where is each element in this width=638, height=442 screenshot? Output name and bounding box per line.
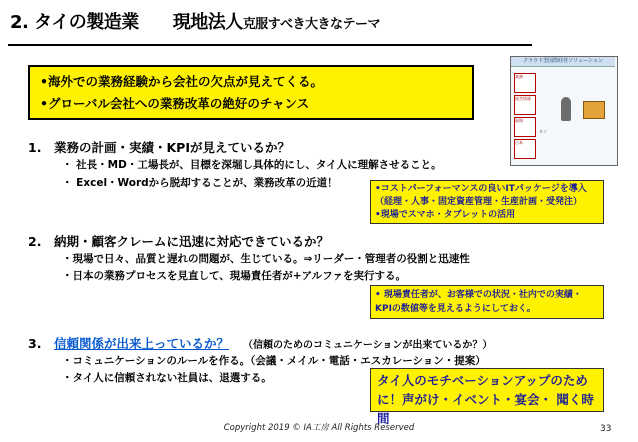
section-1-bullet-1: ・ 社長・MD・工場長が、目標を深堀し具体的にし、タイ人に理解させること。 bbox=[62, 159, 442, 171]
section-3-note: （信頼のためのコミュニケーションが出来ているか？） bbox=[243, 340, 493, 351]
thumbnail-box-1: 業務 bbox=[514, 73, 536, 93]
section-3-heading: 3. 信頼関係が出来上っているか？ （信頼のためのコミュニケーションが出来ているか？） bbox=[28, 336, 493, 351]
section-2-bullet-1: ・現場で日々、品質と遅れの問題が、生じている。⇒リーダー・管理者の役割と迅速性 bbox=[62, 253, 470, 265]
thumbnail-caption: タイ bbox=[539, 129, 547, 134]
solution-diagram-thumbnail bbox=[510, 56, 618, 166]
thumbnail-header: クラウド型国際経営ソリューション bbox=[511, 57, 615, 67]
title-underline bbox=[8, 44, 532, 46]
section-2-heading: 2. 納期・顧客クレームに迅速に対応できているか？ bbox=[28, 234, 330, 249]
copyright: Copyright 2019 © IA工房 All Rights Reserved bbox=[223, 423, 415, 433]
package-box-icon bbox=[583, 101, 605, 119]
callout-it-package: •コストパーフォーマンスの良いITパッケージを導入 （経理・人事・固定資産管理・生産計画・受発注） •現場でスマホ・タブレットの活用 bbox=[370, 180, 604, 224]
callout-motivation: タイ人のモチベーションアップのため に！声がけ・イベント・宴会・ 聞く時間 bbox=[370, 368, 604, 412]
highlight-line-1: •海外での業務経験から会社の欠点が見えてくる。 bbox=[40, 74, 323, 89]
section-3-bullet-2: ・タイ人に信頼されない社員は、退選する。 bbox=[62, 372, 272, 384]
section-1-bullet-2: ・ Excel・Wordから脱却することが、業務改革の近道！ bbox=[62, 177, 338, 189]
highlight-box bbox=[28, 65, 474, 120]
thumbnail-box-2: 経営情報 bbox=[514, 95, 536, 115]
section-1-heading: 1. 業務の計画・実績・KPIが見えているか？ bbox=[28, 140, 290, 155]
person-icon bbox=[561, 97, 571, 121]
highlight-line-2: •グローバル会社への業務改革の絶好のチャンス bbox=[40, 96, 310, 111]
thumbnail-box-4: 日本 bbox=[514, 139, 536, 159]
callout-kpi-visibility: • 現場責任者が、お客様での状況・社内での実績・ KPIの数値等を見えるようにしておく。 bbox=[370, 285, 604, 319]
section-3-bullet-1: ・コミュニケーションのルールを作る。（会議・メイル・電話・エスカレーション・提案） bbox=[62, 355, 486, 367]
page-number: 33 bbox=[600, 424, 612, 434]
title-sub-rest: 克服すべき大きなテーマ bbox=[242, 17, 381, 32]
thumbnail-box-3: 現場 bbox=[514, 117, 536, 137]
slide-title bbox=[10, 8, 380, 34]
title-sub-strong: 現地法人 bbox=[172, 12, 243, 33]
title-main: 2. タイの製造業 bbox=[10, 12, 139, 33]
section-2-bullet-2: ・日本の業務プロセスを見直して、現場責任者が+アルファを実行する。 bbox=[62, 270, 406, 282]
